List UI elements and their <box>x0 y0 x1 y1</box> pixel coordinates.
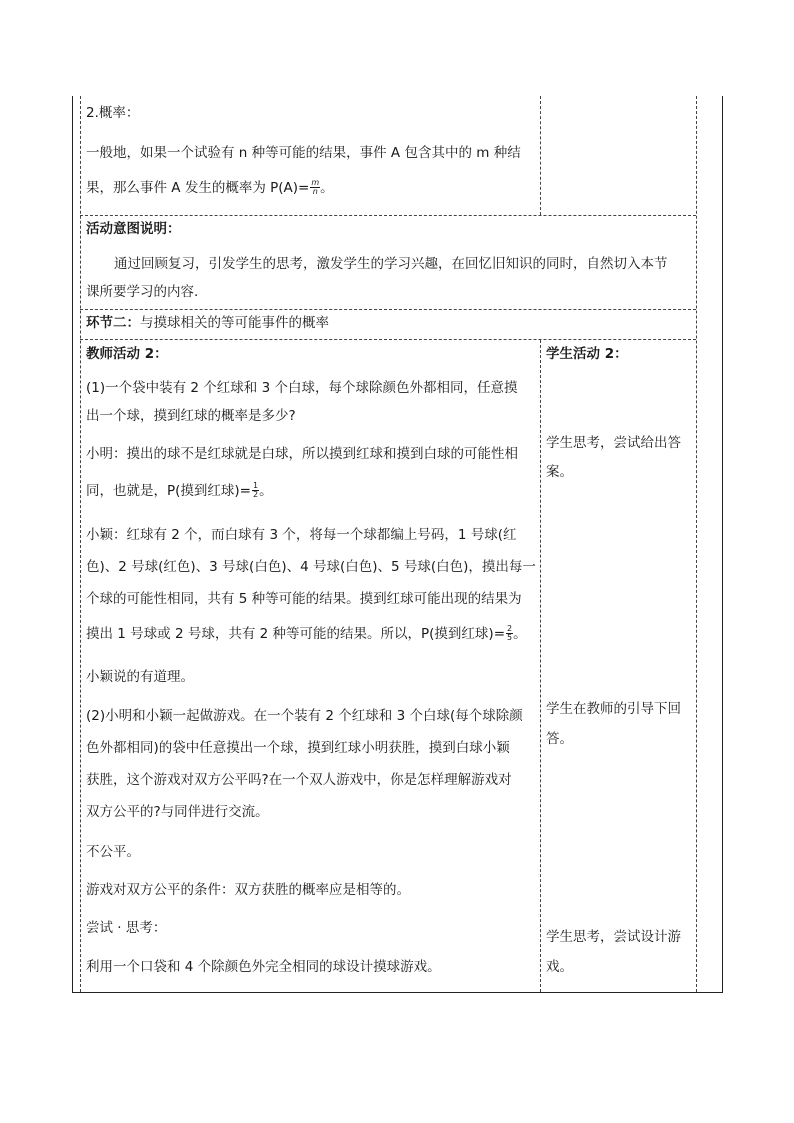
intent-line-2: 课所要学习的内容. <box>86 284 199 300</box>
row-divider-1 <box>80 215 696 216</box>
question-2-line-1: (2)小明和小颖一起做游戏。在一个装有 2 个红球和 3 个白球(每个球除颜 <box>86 708 523 724</box>
row-divider-2 <box>80 309 696 310</box>
xiaoying-line-1: 小颖：红球有 2 个，而白球有 3 个，将每一个球都编上号码，1 号球(红 <box>86 527 517 543</box>
outer-frame-right <box>722 96 723 993</box>
xiaoying-line-4 <box>86 624 527 644</box>
fraction-denominator: 5 <box>507 632 513 642</box>
fraction-numerator: m <box>311 177 320 187</box>
column-divider-main <box>540 340 541 992</box>
xiaoming-line-2 <box>86 481 273 501</box>
fraction-denominator: 2 <box>253 489 259 499</box>
column-divider-top <box>540 96 541 215</box>
prob-definition-suffix: 。 <box>320 180 334 196</box>
xiaoming-line-1: 小明：摸出的球不是红球就是白球，所以摸到红球和摸到白球的可能性相 <box>86 446 518 462</box>
question-2-line-4: 双方公平的?与同伴进行交流。 <box>86 804 269 820</box>
inner-dashed-left <box>80 96 81 992</box>
prob-definition-prefix: 果，那么事件 A 发生的概率为 P(A)= <box>86 180 310 196</box>
fraction-one-half <box>252 482 259 499</box>
fair-condition: 游戏对双方公平的条件：双方获胜的概率应是相等的。 <box>86 882 410 898</box>
question-1-line-1: (1)一个袋中装有 2 个红球和 3 个白球，每个球除颜色外都相同，任意摸 <box>86 380 518 396</box>
xiaoying-suffix: 。 <box>513 626 527 642</box>
prob-heading: 2.概率： <box>86 105 140 121</box>
student-response-3-line-2: 戏。 <box>546 959 573 975</box>
intent-heading: 活动意图说明： <box>86 221 181 237</box>
xiaoying-prefix: 摸出 1 号球或 2 号球，共有 2 种等可能的结果。所以，P(摸到红球)= <box>86 626 506 642</box>
student-response-1-line-2: 案。 <box>546 464 573 480</box>
step2-title <box>86 313 329 333</box>
try-think-heading: 尝试 · 思考： <box>86 920 167 936</box>
prob-definition-line-1: 一般地，如果一个试验有 n 种等可能的结果，事件 A 包含其中的 m 种结 <box>86 145 521 161</box>
xiaoming-prefix: 同，也就是，P(摸到红球)= <box>86 483 251 499</box>
student-response-2-line-2: 答。 <box>546 731 573 747</box>
xiaoying-line-3: 个球的可能性相同，共有 5 种等可能的结果。摸到红球可能出现的结果为 <box>86 591 522 607</box>
row-divider-3 <box>80 339 696 340</box>
fraction-numerator: 2 <box>507 623 513 633</box>
intent-line-1: 通过回顾复习，引发学生的思考，激发学生的学习兴趣，在回忆旧知识的同时，自然切入本节 <box>114 256 668 272</box>
fraction-numerator: 1 <box>253 480 259 490</box>
unfair-answer: 不公平。 <box>86 844 140 860</box>
xiaoying-line-2: 色)、2 号球(红色)、3 号球(白色)、4 号球(白色)、5 号球(白色)，摸出每一 <box>86 559 536 575</box>
student-response-1-line-1: 学生思考，尝试给出答 <box>546 435 681 451</box>
step2-topic: 与摸球相关的等可能事件的概率 <box>140 315 329 331</box>
fraction-denominator: n <box>312 186 318 196</box>
student-activity-heading: 学生活动 2： <box>546 346 628 362</box>
question-2-line-2: 色外都相同)的袋中任意摸出一个球，摸到红球小明获胜，摸到白球小颖 <box>86 740 510 756</box>
outer-frame-left <box>72 96 73 993</box>
prob-definition-line-2 <box>86 178 334 198</box>
student-response-2-line-1: 学生在教师的引导下回 <box>546 701 681 717</box>
xiaoming-suffix: 。 <box>259 483 273 499</box>
question-1-line-2: 出一个球，摸到红球的概率是多少? <box>86 408 296 424</box>
try-think-task: 利用一个口袋和 4 个除颜色外完全相同的球设计摸球游戏。 <box>86 959 441 975</box>
question-2-line-3: 获胜，这个游戏对双方公平吗?在一个双人游戏中，你是怎样理解游戏对 <box>86 772 512 788</box>
fraction-m-over-n <box>310 179 320 196</box>
fraction-two-fifths <box>506 625 513 642</box>
teacher-activity-heading: 教师活动 2： <box>86 346 168 362</box>
step2-label: 环节二： <box>86 315 140 331</box>
student-response-3-line-1: 学生思考，尝试设计游 <box>546 929 681 945</box>
xiaoying-reason: 小颖说的有道理。 <box>86 669 194 685</box>
inner-dashed-right <box>696 96 697 992</box>
outer-frame-bottom <box>72 992 723 993</box>
